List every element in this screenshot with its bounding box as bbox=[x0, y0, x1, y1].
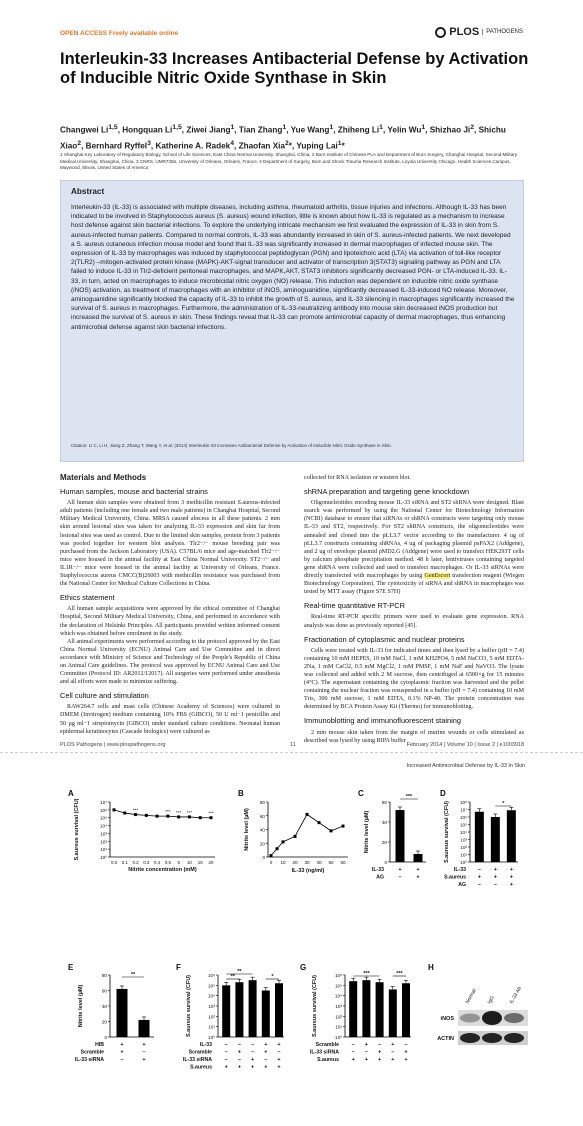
panel-f-bar bbox=[222, 985, 230, 1037]
panel-g-condition-value: + bbox=[377, 1049, 382, 1056]
paragraph-text: transfection reagent (Wiegen Biotechnology Corporation). The cytotoxicity of siRNA and shRNA in macrophages was tested by MTT assay (Figure S7E S7H) bbox=[304, 573, 524, 596]
panel-c-condition-label: AG bbox=[376, 874, 384, 881]
panel-g-significance: *** bbox=[396, 971, 403, 977]
panel-d-condition-value: + bbox=[493, 867, 497, 873]
panel-e-ylabel: Nitrite level (µM) bbox=[78, 984, 84, 1028]
panel-a-xtick-label: 15 bbox=[197, 860, 203, 865]
panel-f-significance: ** bbox=[237, 969, 242, 975]
panel-f-condition-value: + bbox=[264, 1049, 268, 1056]
panel-f-condition-value: – bbox=[237, 1042, 241, 1048]
section-title: Cell culture and stimulation bbox=[60, 691, 149, 701]
panel-g-condition-value: + bbox=[364, 1057, 369, 1063]
paragraph: Real-time RT-PCR specific primers were used to evaluate gene expression. RNA analysis was done as previously reported [45]. bbox=[304, 614, 524, 629]
panel-e-condition-value: + bbox=[120, 1049, 124, 1056]
panel-g-condition-label: S.aureus bbox=[317, 1057, 339, 1063]
panel-g-condition-value: – bbox=[404, 1042, 408, 1048]
panel-a-xlabel: Nitrite concentration (mM) bbox=[128, 867, 197, 873]
panel-g-condition-value: – bbox=[351, 1049, 355, 1056]
panel-label: C bbox=[358, 789, 364, 798]
panel-d-bar bbox=[491, 817, 500, 862]
panel-e-condition-label: IL-33 siRNA bbox=[74, 1057, 104, 1063]
panel-a-data-point bbox=[134, 813, 137, 816]
panel-label: H bbox=[428, 963, 434, 972]
panel-a-data-point bbox=[166, 815, 169, 818]
panel-d-significance: * bbox=[502, 801, 505, 807]
panel-f-condition-value: – bbox=[264, 1057, 268, 1063]
panel-b-ytick-label: 80 bbox=[259, 800, 265, 805]
panel-a-ytick-label: 10¹ bbox=[100, 847, 107, 853]
panel-d-ytick-label: 10³ bbox=[460, 837, 467, 843]
affiliations: 1 Shanghai Key Laboratory of Regulatory Biology, School of Life Sciences, East China Normal University, Shanghai, China, 2 Burn Institute of Chinese PLA and Department of Burn Surgery, Changhai Hospital, Second Military Medical University, Shanghai, China, 3 CNRS, UMR7355, University of Orleans, Orleans, France, 4 Department of Surgery, Burn and Shock Trauma Research Institute, Loyola University Chicago, Health Sciences Campus, Maywood, Illinois, United States of America bbox=[60, 152, 518, 171]
panel-b-ylabel: Nitrite level (µM) bbox=[244, 808, 250, 851]
methods-heading: Materials and Methods bbox=[60, 473, 147, 482]
panel-e-ytick-label: 0 bbox=[104, 1035, 107, 1040]
panel-b-xtick-label: 10 bbox=[280, 860, 286, 865]
section-title: Ethics statement bbox=[60, 593, 115, 603]
panel-f-condition-value: + bbox=[277, 1064, 281, 1071]
panel-a-data-point bbox=[177, 815, 180, 818]
panel-c-condition-value: – bbox=[398, 874, 402, 881]
panel-c-condition-value: + bbox=[416, 867, 420, 873]
panel-a-ytick-label: 10⁴ bbox=[99, 823, 107, 829]
section-title: shRNA preparation and targeting gene knockdown bbox=[304, 487, 470, 497]
panel-b-data-point bbox=[276, 847, 279, 850]
panel-b-data-point bbox=[294, 835, 297, 838]
panel-h-lane-label: IgG bbox=[486, 995, 496, 1005]
panel-label: G bbox=[300, 963, 307, 972]
footer-issue: February 2014 | Volume 10 | Issue 2 | e1003918 bbox=[406, 742, 524, 748]
panel-g-condition-value: – bbox=[351, 1042, 355, 1048]
panel-e-ytick-label: 80 bbox=[101, 973, 107, 978]
panel-g-condition-value: – bbox=[378, 1042, 382, 1048]
panel-f-ytick-label: 10⁵ bbox=[207, 983, 215, 989]
panel-f-condition-value: + bbox=[264, 1064, 268, 1071]
panel-b-data-point bbox=[306, 813, 309, 816]
panel-a-ytick-label: 10⁶ bbox=[99, 807, 107, 813]
panel-b-xtick-label: 30 bbox=[304, 860, 310, 865]
page-divider bbox=[0, 752, 583, 753]
panel-f-ytick-label: 10⁶ bbox=[207, 973, 215, 978]
panel-e-significance: ** bbox=[130, 972, 136, 978]
panel-b-xtick-label: 40 bbox=[316, 860, 322, 865]
panel-g-condition-value: + bbox=[351, 1057, 355, 1063]
panel-d-condition-label: S.aureus bbox=[444, 874, 466, 881]
panel-d-ytick-label: 10⁷ bbox=[460, 807, 467, 813]
abstract-box bbox=[60, 180, 524, 462]
panel-b-xtick-label: 50 bbox=[328, 860, 334, 865]
paragraph: RAW264.7 cells and mast cells (Chinese Academy of Sciences) were cultured in DMEM (Invitrogen) medium containing 10% FBS (GIBCO), 50 U ml−1 penicillin and 50 µg ml−1 streptomycin (GIBCO) under standard culture conditions. Neonatal human epidermal keratinocytes (Cascade biologics) were cultured as bbox=[60, 704, 280, 735]
highlighted-term: GenEscort bbox=[424, 573, 451, 580]
panel-g-condition-value: + bbox=[391, 1042, 395, 1048]
panel-b-xtick-label: 0 bbox=[269, 860, 273, 865]
plos-logo bbox=[435, 26, 523, 38]
panel-b-ytick-label: 20 bbox=[259, 841, 265, 847]
panel-a-series-line bbox=[114, 807, 211, 818]
panel-d-condition-value: + bbox=[509, 874, 513, 881]
panel-h-actin-band bbox=[482, 1033, 502, 1043]
panel-c-ytick-label: 0 bbox=[384, 860, 387, 865]
panel-h-inos-band bbox=[460, 1014, 480, 1023]
panel-g-ytick-label: 10¹ bbox=[335, 1024, 342, 1030]
panel-f-condition-label: Scramble bbox=[188, 1049, 212, 1056]
panel-b-ytick-label: 0 bbox=[262, 855, 265, 860]
panel-d-condition-value: + bbox=[509, 867, 513, 873]
panel-g-condition-value: – bbox=[364, 1049, 368, 1056]
panel-b-data-point bbox=[330, 829, 333, 832]
panel-d-ytick-label: 10⁴ bbox=[459, 830, 467, 835]
paragraph: 2 mm mouse skin taken from the margin of murine wounds or cells stimulated as described was lysed by using RIPA buffer bbox=[304, 729, 524, 744]
panel-e-condition-label: Scramble bbox=[80, 1049, 104, 1056]
panel-e-condition-label: HIB bbox=[95, 1042, 104, 1048]
panel-g-ytick-label: 10⁶ bbox=[334, 973, 342, 978]
panel-c-condition-value: + bbox=[398, 867, 402, 873]
panel-f-condition-value: + bbox=[250, 1057, 255, 1063]
journal-tag: PATHOGENS bbox=[482, 29, 523, 35]
section-title: Fractionation of cytoplasmic and nuclear proteins bbox=[304, 634, 465, 644]
panel-d-condition-value: + bbox=[477, 874, 481, 881]
article-title: Interleukin-33 Increases Antibacterial Defense by Activation of Inducible Nitric Oxide Synthase in Skin bbox=[60, 50, 529, 87]
panel-a-data-point bbox=[210, 816, 213, 819]
panel-label: F bbox=[176, 963, 181, 972]
panel-a-ytick-label: 10⁰ bbox=[100, 855, 107, 860]
panel-g-condition-value: + bbox=[404, 1057, 408, 1063]
plos-gear-icon bbox=[435, 27, 446, 38]
panel-b-data-point bbox=[270, 854, 273, 857]
panel-f-ytick-label: 10¹ bbox=[208, 1024, 215, 1030]
panel-c-significance: *** bbox=[405, 794, 413, 800]
panel-h-actin-band bbox=[504, 1033, 524, 1043]
panel-f-condition-value: – bbox=[251, 1049, 255, 1056]
panel-a-xtick-label: 0.4 bbox=[154, 860, 161, 865]
panel-b-data-point bbox=[318, 821, 321, 824]
panel-a-xtick-label: 20 bbox=[208, 860, 214, 865]
open-access-badge: OPEN ACCESS Freely available online bbox=[60, 30, 179, 37]
panel-e-ytick-label: 40 bbox=[101, 1004, 107, 1009]
paragraph: collected for RNA isolation or western blot. bbox=[304, 475, 411, 481]
panel-e-bar bbox=[139, 1020, 150, 1037]
panel-f-condition-value: + bbox=[277, 1042, 281, 1048]
panel-c-ytick-label: 60 bbox=[381, 800, 387, 805]
panel-b-series-line bbox=[271, 814, 343, 855]
panel-f-significance: ** bbox=[230, 974, 235, 980]
panel-g-significance: *** bbox=[363, 971, 370, 977]
panel-a-ytick-label: 10⁵ bbox=[99, 815, 107, 821]
panel-d-condition-value: – bbox=[477, 882, 481, 888]
panel-c-condition-value: + bbox=[416, 874, 420, 881]
panel-a-xtick-label: 0.5 bbox=[164, 860, 171, 865]
panel-f-significance: * bbox=[271, 974, 274, 980]
panel-d-condition-label: AG bbox=[458, 882, 466, 888]
panel-b-xlabel: IL-33 (ng/ml) bbox=[291, 868, 325, 874]
panel-g-condition-value: + bbox=[364, 1042, 369, 1048]
panel-b-data-point bbox=[282, 840, 285, 843]
panel-f-ylabel: S.aureus survival (CFU) bbox=[186, 974, 192, 1038]
panel-g-condition-value: + bbox=[391, 1057, 395, 1063]
panel-d-condition-value: + bbox=[509, 882, 513, 888]
panel-e-ytick-label: 20 bbox=[101, 1019, 107, 1025]
panel-a-significance: *** bbox=[208, 810, 214, 816]
panel-e-ytick-label: 60 bbox=[101, 988, 107, 994]
panel-f-bar bbox=[262, 991, 270, 1038]
panel-f-condition-label: IL-33 siRNA bbox=[182, 1057, 212, 1063]
panel-g-ylabel: S.aureus survival (CFU) bbox=[312, 974, 318, 1038]
panel-a-significance: *** bbox=[176, 809, 182, 815]
panel-d-condition-value: – bbox=[493, 882, 497, 888]
panel-c-bar bbox=[396, 810, 405, 862]
panel-b-ytick-label: 40 bbox=[259, 827, 265, 833]
panel-d-bar bbox=[507, 810, 516, 862]
panel-g-ytick-label: 10² bbox=[335, 1014, 342, 1020]
page-footer bbox=[60, 742, 524, 748]
panel-d-ylabel: S.aureus survival (CFU) bbox=[444, 800, 450, 864]
panel-g-ytick-label: 10³ bbox=[335, 1004, 342, 1009]
panel-a-xtick-label: 10 bbox=[186, 860, 192, 865]
panel-a-ytick-label: 10² bbox=[100, 839, 107, 845]
panel-g-bar bbox=[349, 981, 357, 1037]
panel-h-band-label: iNOS bbox=[440, 1016, 454, 1022]
panel-e-condition-value: – bbox=[120, 1057, 124, 1063]
panel-f-condition-value: + bbox=[224, 1064, 228, 1071]
panel-a-data-point bbox=[199, 816, 202, 819]
panel-g-condition-label: IL-33 siRNA bbox=[309, 1049, 339, 1056]
panel-g-bar bbox=[362, 980, 370, 1037]
panel-g-bar bbox=[376, 982, 384, 1037]
panel-f-condition-value: + bbox=[264, 1042, 268, 1048]
panel-d-ytick-label: 10¹ bbox=[460, 852, 467, 858]
panel-d-ytick-label: 10⁵ bbox=[459, 822, 467, 828]
panel-a-ylabel: S.aureus survival (CFU) bbox=[74, 798, 80, 861]
panel-a-data-point bbox=[113, 808, 116, 811]
panel-d-bar bbox=[475, 812, 484, 862]
panel-a-xtick-label: 0.2 bbox=[132, 860, 139, 865]
panel-f-bar bbox=[275, 983, 283, 1037]
panel-c-ylabel: Nitrite level (µM) bbox=[364, 810, 370, 854]
panel-c-bar bbox=[414, 854, 423, 862]
panel-d-ytick-label: 10² bbox=[460, 845, 467, 850]
panel-f-condition-value: – bbox=[224, 1057, 228, 1063]
panel-f-condition-value: + bbox=[237, 1064, 242, 1071]
panel-a-significance: *** bbox=[165, 809, 171, 815]
panel-g-ytick-label: 10⁴ bbox=[334, 993, 342, 999]
panel-a-significance: *** bbox=[132, 807, 139, 813]
abstract-text: Interleukin-33 (IL-33) is associated with multiple diseases, including asthma, rheumatoid arthritis, tissue injuries and infections. Although IL-33 has been indicated to be involved in Staphylococcus aureus (S. aureus) wound infection, little is known about how IL-33 is regulated as a mechanism to increase host defense against skin bacterial infections. To explore the underlying intricate mechanism we first evaluated the expression of IL-33 in skin from S. aureus-infected human patients. Compared to normal controls, IL-33 was abundantly increased in skin of S. aureus-infected patients. We next developed a S. aureus cutaneous infection mouse model and found that IL-33 was significantly increased in dermal macrophages of infected mouse skin. The expression of IL-33 by macrophages was induced by staphylococcal peptidoglycan (PGN) and lipoteichoic acid (LTA) via activation of toll-like receptor 2(TLR2) –mitogen-activated protein kinase (MAPK)-AKT-signal transducer and activator of transcription 3(STAT3) signaling pathway as PGN and LTA failed to induce IL-33 in Tlr2-deficient peritoneal macrophages, and MAPK,AKT, STAT3 inhibitors significantly decreased PGN- or LTA-induced IL-33. IL-33, in turn, acted on macrophages to induce microbicidal nitric oxygen (NO) release. This induction was dependent on inducible nitric oxide synthase (iNOS) activation, as treatment of macrophages with an inhibitor of iNOS, aminoguanidine, significantly decreased IL-33-induced NO release. Moreover, aminoguanidine significantly blocked the capacity of IL-33 to inhibit the growth of S. aureus, and IL-33 silencing in macrophages significantly increased the survival of S. aureus in macrophages. Furthermore, the administration of IL-33-neutralizing antibody into mouse skin decreased iNOS production but increased the survival of S. aureus in skin. These findings reveal that IL-33 can promote antimicrobial capacity of dermal macrophages, thus enhancing antimicrobial defense against skin bacterial infections. bbox=[71, 204, 515, 331]
panel-e-bar bbox=[117, 989, 128, 1037]
panel-d-condition-value: – bbox=[477, 867, 481, 873]
author-list: Changwei Li$^{1,5}$, Hongquan Li$^{1,5}$, Ziwei Jiang$^1$, Tian Zhang$^1$, Yue Wang$^1$, Zhiheng Li$^1$, Yelin Wu$^1$, Shizhao Ji$^2$, Shichu Xiao$^2$, Bernhard Ryffel$^3$, Katherine A. Radek$^4$, Zhaofan Xia$^2$*, Yuping Lai$^1$* bbox=[60, 124, 506, 151]
paragraph bbox=[304, 499, 524, 596]
panel-a-data-point bbox=[145, 814, 148, 817]
logo-text: PLOS bbox=[449, 26, 480, 38]
paragraph: Cells were treated with IL-33 for indicated times and then lysed by a buffer (pH = 7.4) containing 10 mM HEPES, 10 mM NaCl, 1 mM KH2PO4, 5 mM NaCO3, 5 mM EDTA-2Na, 1 mM CaCl2, 0.5 mM MgCl2, 1 mM PMSF, 1 mM NaF and NaVO3. The lysate was collected and added with 2 M sucrose, then centrifuged at 6500×g for 15 minutes (4°C). The supernatant containing the cytoplasmic fraction was harvested and the pellet containing the nuclear fraction was resuspended in a buffer (pH = 7.4) containing 10 mM Tris, 300 mM sucrose, 1 mM EDTA, 0.1% NP-40. The protein concentration was determined by BCA Protein Assay Kit (Thermo) for immunoblotting. bbox=[304, 647, 524, 711]
panel-label: B bbox=[238, 789, 244, 798]
panel-f-condition-label: S.aureus bbox=[190, 1064, 212, 1071]
panel-e-condition-value: + bbox=[142, 1057, 146, 1063]
panel-d-ytick-label: 10⁶ bbox=[459, 815, 467, 820]
panel-e-condition-value: + bbox=[120, 1042, 124, 1048]
panel-f-condition-value: – bbox=[237, 1057, 241, 1063]
paragraph: All animal experiments were performed according to the protocol approved by the East China Normal University (ECNU) Animal Care and Use Committee and in direct accordance with Ministry of Science and Technology of the People's Republic of China on Animal Care guidelines. The protocol was approved by ECNU Animal Care and Use Committee (Protocol ID: AR2012/12017). All surgeries were performed under anesthesia and all efforts were made to minimize suffering. bbox=[60, 638, 280, 686]
panel-a-xtick-label: 0.1 bbox=[121, 860, 128, 865]
panel-h-lane-label: Normal bbox=[464, 988, 478, 1005]
panel-a-xtick-label: 0.0 bbox=[110, 860, 118, 865]
panel-b-xtick-label: 20 bbox=[292, 860, 298, 865]
panel-c-condition-label: IL-33 bbox=[371, 867, 384, 873]
panel-d-ytick-label: 10⁰ bbox=[460, 860, 467, 865]
panel-b-xtick-label: 60 bbox=[340, 860, 346, 865]
panel-g-ytick-label: 10⁰ bbox=[335, 1035, 342, 1040]
panel-a-data-point bbox=[188, 815, 191, 818]
panel-e-condition-value: – bbox=[142, 1049, 146, 1056]
panel-f-condition-value: – bbox=[277, 1049, 281, 1056]
panel-d-condition-label: IL-33 bbox=[453, 867, 466, 873]
page-number: 11 bbox=[290, 742, 296, 748]
panel-f-ytick-label: 10⁴ bbox=[207, 993, 215, 999]
section-title: Real-time quantitative RT-PCR bbox=[304, 601, 405, 611]
panel-f-condition-label: IL-33 bbox=[199, 1042, 212, 1048]
panel-a-xtick-label: 0.3 bbox=[143, 860, 150, 865]
panel-e-condition-value: + bbox=[142, 1042, 146, 1048]
abstract-heading: Abstract bbox=[71, 187, 105, 196]
right-column bbox=[304, 474, 524, 745]
panel-f-condition-value: – bbox=[251, 1042, 255, 1048]
panel-g-condition-value: + bbox=[404, 1049, 408, 1056]
panel-a-ytick-label: 10³ bbox=[100, 831, 107, 837]
panel-g-condition-value: + bbox=[377, 1057, 382, 1063]
panel-c-ytick-label: 20 bbox=[381, 840, 387, 845]
section-title: Immunoblotting and immunofluorescent staining bbox=[304, 716, 461, 726]
footer-journal: PLOS Pathogens | www.plospathogens.org bbox=[60, 742, 166, 748]
panel-g-condition-value: – bbox=[391, 1049, 395, 1056]
panel-f-condition-value: – bbox=[224, 1042, 228, 1048]
panel-b-data-point bbox=[342, 825, 345, 828]
panel-b-ytick-label: 60 bbox=[259, 813, 265, 819]
panel-g-bar bbox=[389, 989, 397, 1037]
panel-a-data-point bbox=[156, 815, 159, 818]
section-title: Human samples, mouse and bacterial strains bbox=[60, 487, 208, 497]
panel-f-ytick-label: 10⁰ bbox=[208, 1035, 215, 1040]
panel-f-ytick-label: 10³ bbox=[208, 1004, 215, 1009]
panel-h-inos-band bbox=[504, 1013, 524, 1023]
figure-panels bbox=[0, 770, 583, 1126]
panel-d-condition-value: + bbox=[493, 874, 497, 881]
panel-a-xtick-label: 5 bbox=[177, 860, 180, 865]
panel-a-data-point bbox=[123, 812, 126, 815]
panel-label: E bbox=[68, 963, 74, 972]
left-column bbox=[60, 474, 280, 736]
paragraph: All human sample acquisitions were approved by the ethical committee of Changhai Hospital, Second Military Medical University, China, and performed in accordance with the declaration of Helsinki Principles. All participants provided written informed consent which was obtained before enrolment in the study. bbox=[60, 606, 280, 637]
running-head: Increased Antimicrobial Defense by IL-33 in Skin bbox=[406, 763, 525, 769]
panel-h-band-label: ACTIN bbox=[437, 1036, 454, 1042]
panel-g-condition-label: Scramble bbox=[315, 1042, 339, 1048]
panel-f-condition-value: + bbox=[237, 1049, 242, 1056]
panel-h-inos-band bbox=[482, 1011, 502, 1025]
panel-label: A bbox=[68, 789, 74, 798]
panel-f-condition-value: – bbox=[224, 1049, 228, 1056]
panel-g-ytick-label: 10⁵ bbox=[334, 983, 342, 989]
panel-f-bar bbox=[249, 980, 257, 1037]
panel-g-bar bbox=[402, 983, 410, 1037]
paragraph: All human skin samples were obtained from 3 methicillin resistant S.aureus-infected adult patients (including one female and two male patients) in Changhai Hospital, Second Military Medical University, China. MRSA caused abscess in all these patients. 2 mm skin around lesional sites was taken for analyzing IL-33 expression and skin far from lesional sites was used as control. Due to the limited skin samples, protein from 3 patients was pooled together for western blot analysis. Tlr2−/− mouse breeding pair was purchased from the Jackson Laboratory (USA). C57BL/6 mice and age-matched Tlr2−/− mice were housed in the animal facility at East China Normal University. ST2−/− and IL1R−/− mice were housed in the animal facility at University of Orleans, France. Staphylococcus aureus CMCC(B)26003 with methicillin resistance was purchased from the National Center for Medical Culture Collections in China. bbox=[60, 500, 280, 588]
paragraph-text: Oligonucleotides encoding mouse IL-33 siRNA and ST2 shRNA were designed. Blast search was performed by using the National Center for Biotechnology Information (NCBI) database to ensure that siRNAs or shRNA constructs were targeting only mouse IL-33 and ST2, respectively. For ST2 shRNA constructs, the oligonucleotides were annealed and cloned into the pLL3.7 vector according to the manufacturer. 4 ug of pLL3.7 constructs containing shRNAs, 4 ug of packaging plasmid psPAX2 (Addgene), and 2 ug of envelope plasmid pMD2.G (Addgene) were used to transfect HEK293T cells by calcium phosphate precipitation method. 48 h later, lentiviruses containing targeted gene shRNA were collected and used to transfect macrophages. Or IL-33 siRNAs were directly transfected with macrophages by using bbox=[304, 500, 524, 580]
panel-f-condition-value: + bbox=[277, 1057, 281, 1063]
panel-c-ytick-label: 40 bbox=[381, 820, 387, 825]
panel-f-ytick-label: 10² bbox=[208, 1014, 215, 1020]
panel-d-ytick-label: 10⁸ bbox=[459, 800, 467, 805]
citation: Citation: Li C, Li H, Jiang Z, Zhang T, Wang Y, et al. (2014) Interleukin-33 Increases Antibacterial Defense by Activation of Inducible Nitric Oxide Synthase in Skin. bbox=[71, 443, 392, 448]
panel-a-significance: *** bbox=[186, 809, 193, 815]
panel-h-lane-label: IL-33 Ab bbox=[508, 985, 524, 1005]
panel-label: D bbox=[440, 789, 446, 798]
panel-a-ytick-label: 10⁷ bbox=[100, 800, 107, 805]
panel-f-bar bbox=[235, 982, 243, 1037]
panel-f-condition-value: + bbox=[250, 1064, 255, 1071]
panel-h-actin-band bbox=[460, 1033, 480, 1043]
